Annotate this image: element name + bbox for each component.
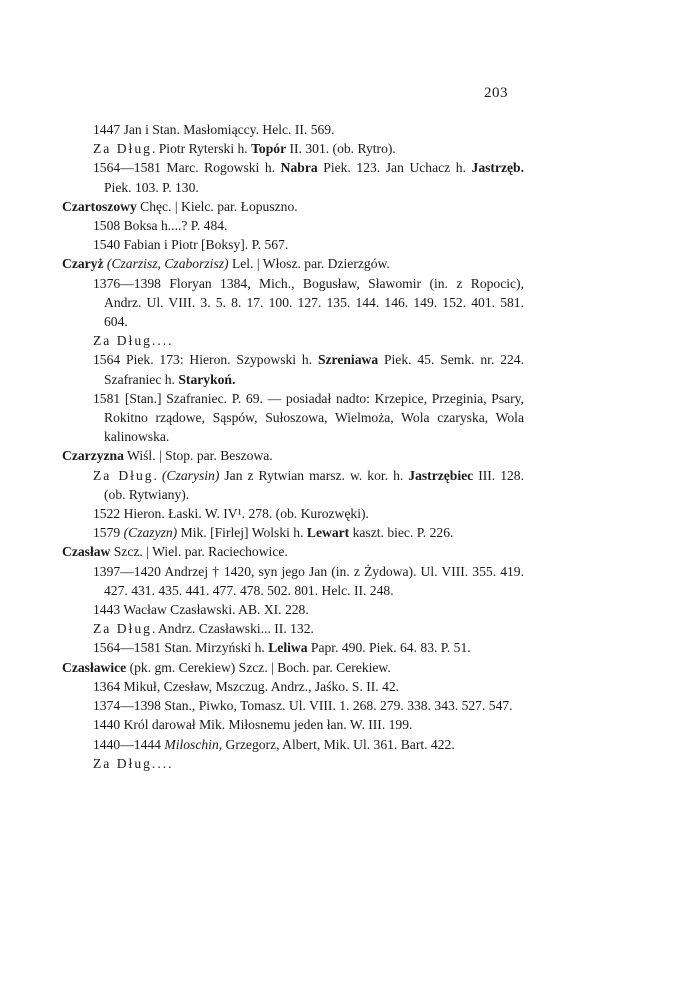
entry-line xyxy=(62,350,524,388)
text-run: 1376—1398 Floryan 1384, Mich., Bogusław, Sławomir (in. z Ropocic), Andrz. Ul. VIII. 3. 5. 8. 17. 100. 127. 135. 144. 146. 149. 152. 401. 581. 604. xyxy=(93,275,524,330)
entry-line xyxy=(62,600,524,619)
text-run: (Czarzisz, Czaborzisz) xyxy=(106,256,229,272)
text-run: (pk. gm. Cerekiew) Szcz. | Boch. par. Cerekiew. xyxy=(126,659,391,675)
entry-heading xyxy=(62,542,524,561)
text-run: 1397—1420 Andrzej † 1420, syn jego Jan (in. z Żydowa). Ul. VIII. 355. 419. 427. 431. 435. 441. 477. 478. 502. 801. Helc. II. 248. xyxy=(93,563,524,598)
text-run: Jastrzęb. xyxy=(471,160,525,176)
text-run: . xyxy=(153,467,162,483)
text-run: Szcz. | Wiel. par. Raciechowice. xyxy=(110,544,288,560)
entry-line xyxy=(62,158,524,196)
text-run: Piek. 45. Semk. nr. 224. Szafraniec h. xyxy=(104,352,524,387)
entry-line xyxy=(62,389,524,447)
entry-line xyxy=(62,504,524,523)
text-run: . Piotr Ryterski h. xyxy=(151,141,252,157)
text-run: III. 128. (ob. Rytwiany). xyxy=(104,467,525,502)
entry-line xyxy=(62,331,524,350)
entry-line xyxy=(62,216,524,235)
entry-line xyxy=(62,523,524,542)
text-run: Starykoń. xyxy=(178,371,236,387)
text-run: Za Dług.... xyxy=(93,755,174,771)
entry-line xyxy=(62,235,524,254)
text-run: Za Dług xyxy=(93,141,152,157)
entry-heading xyxy=(62,197,524,216)
place-name: Czasławice xyxy=(62,659,127,675)
entry-heading xyxy=(62,446,524,465)
text-run: Chęc. | Kielc. par. Łopuszno. xyxy=(136,198,298,214)
text-run: Za Dług xyxy=(93,467,154,483)
gazetteer-text xyxy=(62,120,524,773)
entry-line xyxy=(62,274,524,332)
text-run: 1440—1444 xyxy=(93,736,165,752)
text-run: Mik. [Firlej] Wolski h. xyxy=(177,525,307,541)
text-run: Nabra xyxy=(280,160,318,176)
text-run: 1508 Boksa h....? P. 484. xyxy=(93,218,228,234)
entry-line xyxy=(62,562,524,600)
entry-heading xyxy=(62,254,524,273)
text-run: 1440 Król darował Mik. Miłosnemu jeden łan. W. III. 199. xyxy=(93,717,413,733)
text-run: Jan z Rytwian marsz. w. kor. h. xyxy=(219,467,409,483)
entry-line xyxy=(62,715,524,734)
text-run: II. 301. (ob. Rytro). xyxy=(286,141,396,157)
text-run: 1522 Hieron. Łaski. W. IV¹. 278. (ob. Kurozwęki). xyxy=(93,506,369,522)
text-run: kaszt. biec. P. 226. xyxy=(349,525,454,541)
entry-line xyxy=(62,466,524,504)
text-run: 1581 [Stan.] Szafraniec. P. 69. — posiadał nadto: Krzepice, Przeginia, Psary, Rokitno rządowe, Sąspów, Sułoszowa, Wielmoża, Wola czaryska, Wola kalinowska. xyxy=(93,390,524,445)
entry-line xyxy=(62,696,524,715)
text-run: Za Dług.... xyxy=(93,333,174,349)
page-number: 203 xyxy=(484,85,508,101)
text-run: Wiśl. | Stop. par. Beszowa. xyxy=(123,448,273,464)
text-run: Topór xyxy=(251,141,287,157)
entry-line xyxy=(62,139,524,158)
entry-line xyxy=(62,677,524,696)
text-run: Lel. | Włosz. par. Dzierzgów. xyxy=(228,256,390,272)
text-run: Grzegorz, Albert, Mik. Ul. 361. Bart. 422. xyxy=(222,736,455,752)
entry-line xyxy=(62,619,524,638)
entry-line xyxy=(62,735,524,754)
text-run: 1564—1581 Stan. Mirzyński h. xyxy=(93,640,269,656)
place-name: Czarzyzna xyxy=(62,448,124,464)
text-run: Za Dług xyxy=(93,621,152,637)
text-run: . Andrz. Czasławski... II. 132. xyxy=(151,621,314,637)
entry-heading xyxy=(62,658,524,677)
text-run: 1374—1398 Stan., Piwko, Tomasz. Ul. VIII. 1. 268. 279. 338. 343. 527. 547. xyxy=(93,698,513,714)
text-run: Leliwa xyxy=(268,640,308,656)
place-name: Czartoszowy xyxy=(62,198,137,214)
text-run: Miloschin, xyxy=(164,736,223,752)
entry-line xyxy=(62,120,524,139)
text-run: 1447 Jan i Stan. Masłomiąccy. Helc. II. 569. xyxy=(93,122,335,137)
text-run: Papr. 490. Piek. 64. 83. P. 51. xyxy=(307,640,471,656)
text-run: Szreniawa xyxy=(317,352,379,368)
entry-line xyxy=(62,638,524,657)
place-name: Czaryż xyxy=(62,256,104,272)
entry-line xyxy=(62,754,524,773)
place-name: Czasław xyxy=(62,544,111,560)
text-run: 1579 xyxy=(93,525,124,541)
text-run: Piek. 103. P. 130. xyxy=(104,179,199,195)
text-run: Jastrzębiec xyxy=(408,467,474,483)
text-run: 1443 Wacław Czasławski. AB. XI. 228. xyxy=(93,602,309,618)
text-run: (Czarysin) xyxy=(161,467,220,483)
text-run: 1364 Mikuł, Czesław, Mszczug. Andrz., Jaśko. S. II. 42. xyxy=(93,678,400,694)
text-run: 1564—1581 Marc. Rogowski h. xyxy=(93,160,281,176)
text-run: Lewart xyxy=(306,525,350,541)
text-run: (Czazyzn) xyxy=(123,525,178,541)
text-run: 1564 Piek. 173: Hieron. Szypowski h. xyxy=(93,352,318,368)
text-run: 1540 Fabian i Piotr [Boksy]. P. 567. xyxy=(93,237,289,253)
text-run: Piek. 123. Jan Uchacz h. xyxy=(317,160,472,176)
